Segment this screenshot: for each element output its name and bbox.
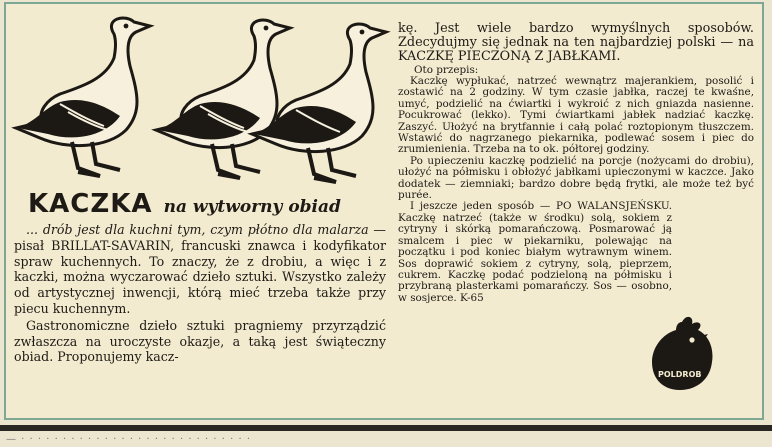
recipe-paragraph: Po upieczeniu kaczkę podzielić na porcje (nożycami do drobiu), ułożyć na półmisku i obłożyć jabłkami upieczonymi w kaczce. Jako dodatek — ziemniaki; bardzo dobre będą frytki, ale może też być purée.	[398, 154, 754, 202]
recipe-paragraph: I jeszcze jeden sposób — PO WALANSJEŃSKU. Kaczkę natrzeć (także w środku) solą, sokiem z cytryny i skórką pomarańczową. Posmarować ją smalcem i piec w piekarniku, polewając na początku i pod koniec białym wytrawnym winem. Sos doprawić sokiem z cytryny, solą, pieprzem, cukrem. Kaczkę podać podzieloną na półmisku i przybraną plasterkami pomarańczy. Sos — osobno, w sosjerce. K-65	[398, 200, 672, 304]
intro-paragraph	[14, 222, 386, 317]
poldrob-rooster-logo-icon	[648, 312, 716, 394]
right-intro	[398, 22, 754, 65]
bottom-text: — · · · · · · · · · · · · · · · · · · · · · · · · · · · ·	[6, 434, 252, 445]
recipe-label: Oto przepis:	[414, 63, 479, 76]
ducks-illustration	[8, 8, 393, 190]
left-column	[14, 222, 386, 365]
recipe-paragraph: Kaczkę wypłukać, natrzeć wewnątrz majerankiem, posolić i zostawić na 2 godziny. W tym czasie jabłka, raczej te kwaśne, umyć, podzielić na ćwiartki i wykroić z nich gniazda nasienne. Pocukrować (lekko). Tymi ćwiartkami jabłek nadziać kaczkę. Zaszyć. Ułożyć na brytfannie i całą polać roztopionym tłuszczem. Wstawić do nagrzanego piekarnika, podlewać sosem i piec do zrumienienia. Trzeba na to ok. półtorej godziny.	[398, 75, 754, 156]
duck-icon	[156, 20, 290, 178]
title-subtitle: na wytworny obiad	[163, 197, 341, 217]
right-intro-text: kę. Jest wiele bardzo wymyślnych sposobów. Zdecydujmy się jednak na ten najbardziej polski — na KACZKĘ PIECZONĄ Z JABŁKAMI.	[398, 21, 754, 65]
right-column	[398, 22, 754, 304]
logo-text: POLDROB	[658, 370, 702, 379]
duck-icon	[16, 18, 150, 176]
second-paragraph: Gastronomiczne dzieło sztuki pragniemy przyrządzić zwłaszcza na uroczyste okazje, a taką jest świąteczny obiad. Proponujemy kacz-	[14, 317, 386, 365]
title-main: KACZKA	[28, 189, 153, 219]
recipe-section	[398, 65, 754, 305]
quote-text: ... drób jest dla kuchni tym, czym płótno dla malarza	[26, 222, 369, 237]
bottom-rule	[0, 425, 772, 431]
article-title	[28, 189, 341, 219]
quote-continuation: — pisał BRILLAT-SAVARIN, francuski znawca i kodyfikator spraw kuchennych. To znaczy, że z drobiu, a więc i z kaczki, można wyczarować dzieło sztuki. Wszystko zależy od artystycznej inwencji, którą mieć trzeba także przy piecu kuchennym.	[14, 222, 386, 316]
